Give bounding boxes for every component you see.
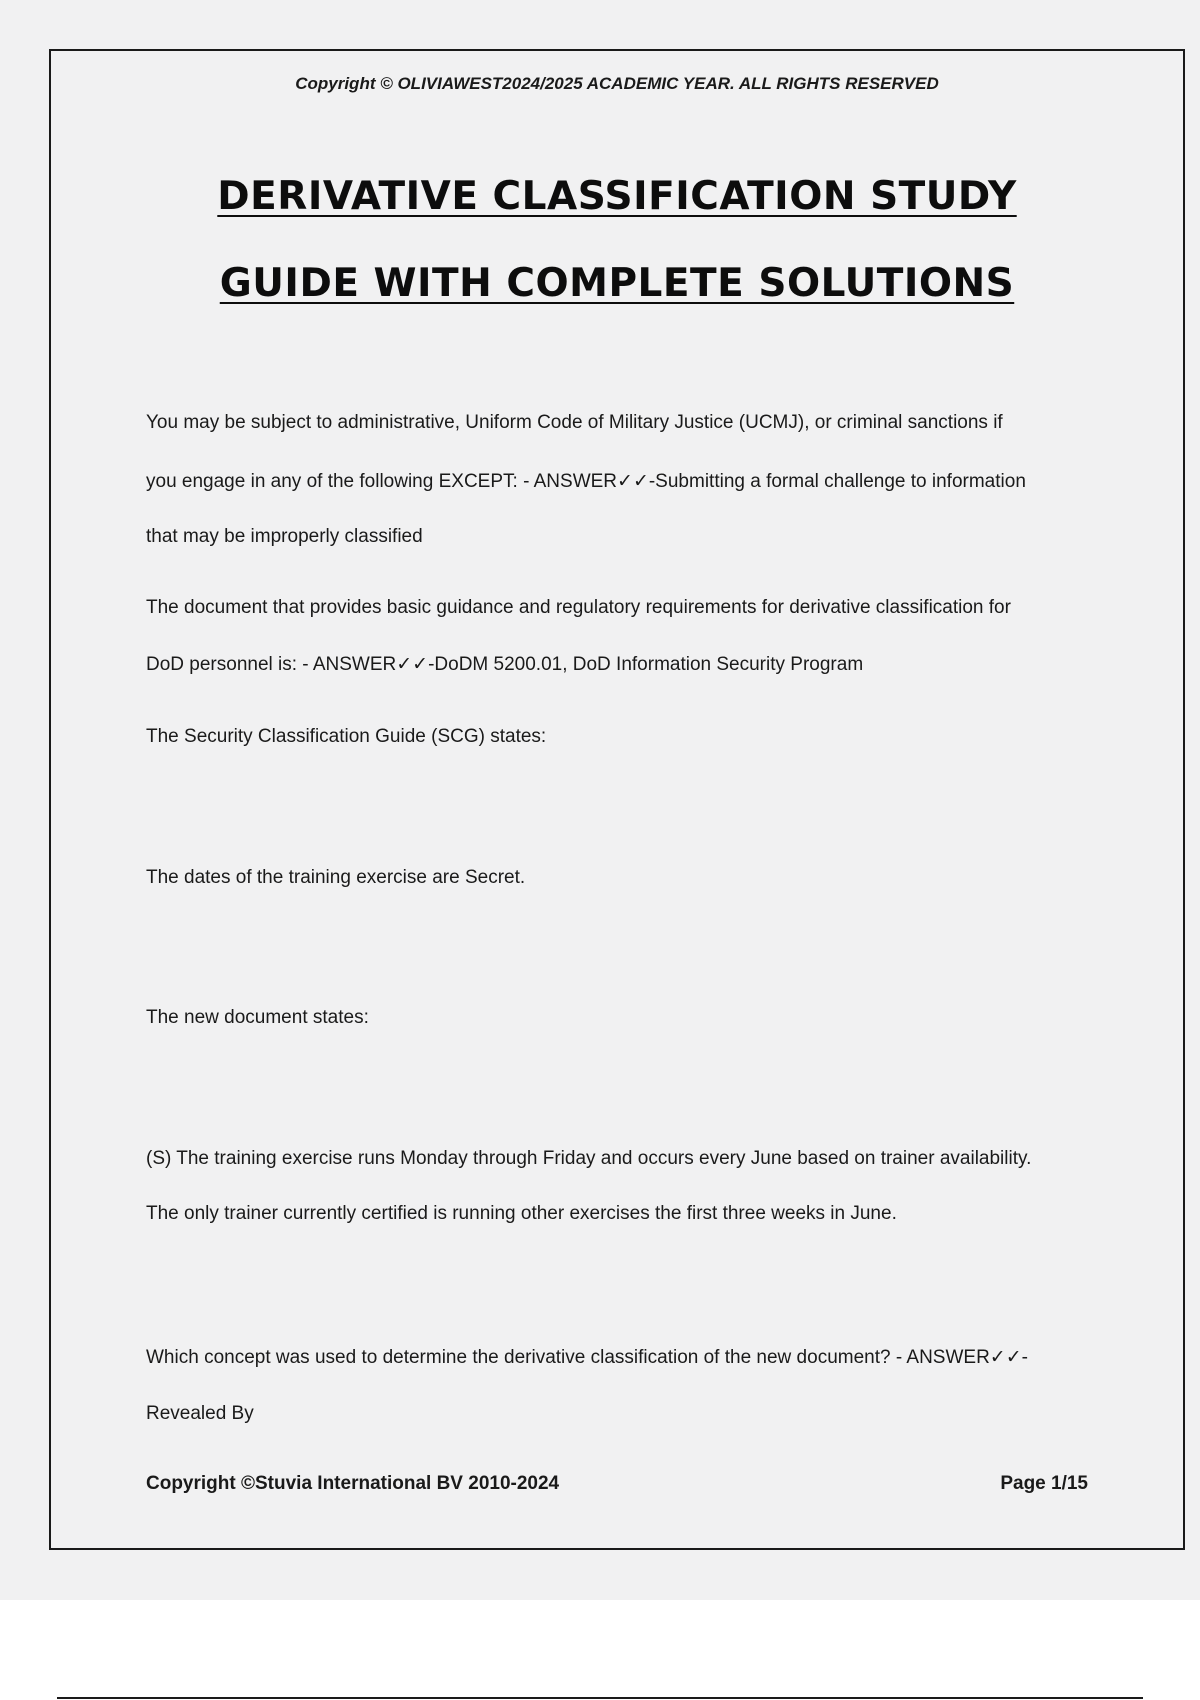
question-3-text-line-1: (S) The training exercise runs Monday through Friday and occurs every June based on trainer availability. (146, 1148, 1032, 1169)
question-3-scg-statement: The dates of the training exercise are Secret. (146, 867, 526, 888)
page-number: Page 1/15 (1000, 1473, 1088, 1494)
question-1-line-2: you engage in any of the following EXCEPT: - ANSWER✓✓-Submitting a formal challenge to information (146, 471, 1026, 492)
question-2-line-2: DoD personnel is: - ANSWER✓✓-DoDM 5200.01, DoD Information Security Program (146, 654, 864, 675)
question-3-question-line-1: Which concept was used to determine the derivative classification of the new document? - ANSWER✓✓- (146, 1347, 1028, 1368)
question-3-intro: The Security Classification Guide (SCG) states: (146, 726, 547, 747)
header-copyright: Copyright © OLIVIAWEST2024/2025 ACADEMIC YEAR. ALL RIGHTS RESERVED (295, 74, 939, 93)
question-3-new-document-label: The new document states: (146, 1007, 369, 1028)
question-3-text-line-2: The only trainer currently certified is running other exercises the first three weeks in June. (146, 1203, 897, 1224)
document-title-line-2: GUIDE WITH COMPLETE SOLUTIONS (219, 261, 1015, 306)
question-2-line-1: The document that provides basic guidance and regulatory requirements for derivative classification for (146, 597, 1011, 618)
document-title-line-1: DERIVATIVE CLASSIFICATION STUDY (217, 174, 1017, 219)
question-1-line-1: You may be subject to administrative, Uniform Code of Military Justice (UCMJ), or criminal sanctions if (146, 412, 1003, 433)
question-1-line-3: that may be improperly classified (146, 526, 423, 547)
next-page-border (57, 1697, 1143, 1699)
question-3-answer: Revealed By (146, 1403, 254, 1424)
footer-copyright: Copyright ©Stuvia International BV 2010-2024 (146, 1473, 560, 1494)
